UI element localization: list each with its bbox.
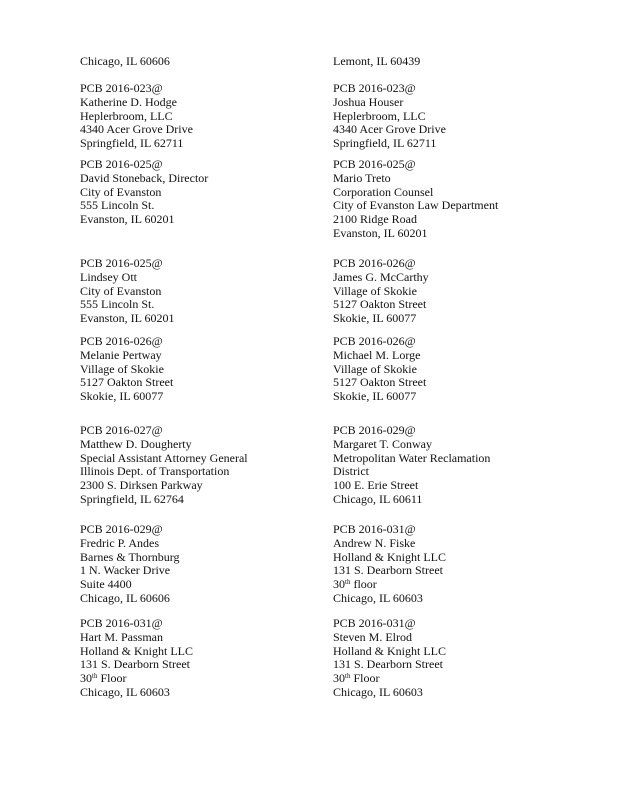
case-number: PCB 2016-031@ [80, 616, 163, 630]
address-line: Village of Skokie [333, 283, 417, 298]
address-block [80, 523, 350, 606]
address-line: 4340 Acer Grove Drive [80, 122, 193, 137]
address-line: District [333, 464, 369, 479]
address-block [333, 523, 603, 606]
address-block [80, 82, 350, 151]
address-line: Springfield, IL 62764 [80, 491, 184, 506]
address-block [333, 335, 603, 404]
address-block [80, 424, 350, 507]
contact-name: Katherine D. Hodge [80, 94, 177, 109]
contact-name: James G. McCarthy [333, 269, 429, 284]
address-block [80, 257, 350, 326]
address-block [333, 82, 603, 151]
address-block [80, 158, 350, 227]
case-number: PCB 2016-023@ [80, 81, 163, 95]
address-line: Corporation Counsel [333, 184, 434, 199]
address-line: 100 E. Erie Street [333, 478, 419, 493]
address-line: Illinois Dept. of Transportation [80, 464, 230, 479]
address-line: Lemont, IL 60439 [333, 54, 421, 68]
floor-number: 30 [333, 577, 345, 592]
address-line: Chicago, IL 60611 [333, 491, 423, 506]
contact-name: Lindsey Ott [80, 269, 137, 284]
address-line: Skokie, IL 60077 [333, 389, 417, 404]
address-block [333, 158, 603, 241]
address-line: Skokie, IL 60077 [80, 389, 164, 404]
floor-word: Floor [353, 671, 380, 686]
address-line: Springfield, IL 62711 [80, 136, 184, 151]
address-block [333, 55, 603, 69]
case-number: PCB 2016-025@ [80, 256, 163, 270]
address-line: City of Evanston [80, 283, 162, 298]
contact-name: Joshua Houser [333, 94, 404, 109]
address-block [80, 55, 350, 69]
floor-ordinal-suffix: th [92, 672, 98, 681]
case-number: PCB 2016-025@ [333, 157, 416, 171]
contact-name: Michael M. Lorge [333, 347, 421, 362]
contact-name: David Stoneback, Director [80, 170, 209, 185]
address-block [333, 257, 603, 326]
address-line: Chicago, IL 60606 [80, 54, 170, 68]
address-line: Evanston, IL 60201 [333, 225, 428, 240]
address-line: Barnes & Thornburg [80, 549, 180, 564]
case-number: PCB 2016-023@ [333, 81, 416, 95]
address-block [333, 617, 603, 700]
floor-line [333, 672, 603, 686]
case-number: PCB 2016-026@ [333, 334, 416, 348]
address-line: Metropolitan Water Reclamation [333, 450, 491, 465]
address-line: Chicago, IL 60603 [333, 590, 423, 605]
address-line: Heplerbroom, LLC [333, 108, 426, 123]
floor-line [333, 578, 603, 592]
address-block [80, 617, 350, 700]
address-line: 131 S. Dearborn Street [333, 563, 443, 578]
case-number: PCB 2016-026@ [80, 334, 163, 348]
address-line: 5127 Oakton Street [333, 297, 427, 312]
address-line: 555 Lincoln St. [80, 297, 155, 312]
contact-name: Steven M. Elrod [333, 629, 412, 644]
floor-line [80, 672, 350, 686]
floor-number: 30 [80, 671, 92, 686]
address-line: 2100 Ridge Road [333, 212, 417, 227]
contact-name: Mario Treto [333, 170, 391, 185]
address-line: Chicago, IL 60603 [333, 684, 423, 699]
address-line: Holland & Knight LLC [333, 549, 446, 564]
address-line: 1 N. Wacker Drive [80, 563, 171, 578]
address-line: City of Evanston Law Department [333, 198, 499, 213]
address-line: Springfield, IL 62711 [333, 136, 437, 151]
floor-number: 30 [333, 671, 345, 686]
address-line: Holland & Knight LLC [80, 643, 193, 658]
contact-name: Melanie Pertway [80, 347, 162, 362]
contact-name: Hart M. Passman [80, 629, 163, 644]
floor-ordinal-suffix: th [345, 672, 351, 681]
contact-name: Fredric P. Andes [80, 535, 159, 550]
floor-ordinal-suffix: th [345, 578, 351, 587]
address-line: City of Evanston [80, 184, 162, 199]
contact-name: Matthew D. Dougherty [80, 436, 192, 451]
case-number: PCB 2016-031@ [333, 616, 416, 630]
address-line: 5127 Oakton Street [80, 375, 174, 390]
address-line: Village of Skokie [333, 361, 417, 376]
floor-word: floor [353, 577, 377, 592]
case-number: PCB 2016-027@ [80, 423, 163, 437]
address-line: Chicago, IL 60606 [80, 590, 170, 605]
case-number: PCB 2016-029@ [80, 522, 163, 536]
case-number: PCB 2016-029@ [333, 423, 416, 437]
floor-word: Floor [100, 671, 127, 686]
address-line: Suite 4400 [80, 577, 132, 592]
address-block [80, 335, 350, 404]
address-block [333, 424, 603, 507]
contact-name: Andrew N. Fiske [333, 535, 416, 550]
address-line: 4340 Acer Grove Drive [333, 122, 446, 137]
address-line: Special Assistant Attorney General [80, 450, 248, 465]
address-line: 5127 Oakton Street [333, 375, 427, 390]
contact-name: Margaret T. Conway [333, 436, 432, 451]
address-line: Heplerbroom, LLC [80, 108, 173, 123]
address-line: Village of Skokie [80, 361, 164, 376]
address-line: 131 S. Dearborn Street [80, 657, 190, 672]
address-line: Evanston, IL 60201 [80, 311, 175, 326]
address-line: 2300 S. Dirksen Parkway [80, 478, 203, 493]
case-number: PCB 2016-031@ [333, 522, 416, 536]
address-line: Skokie, IL 60077 [333, 311, 417, 326]
case-number: PCB 2016-026@ [333, 256, 416, 270]
address-line: Holland & Knight LLC [333, 643, 446, 658]
address-line: 555 Lincoln St. [80, 198, 155, 213]
address-line: Evanston, IL 60201 [80, 212, 175, 227]
address-line: Chicago, IL 60603 [80, 684, 170, 699]
address-line: 131 S. Dearborn Street [333, 657, 443, 672]
case-number: PCB 2016-025@ [80, 157, 163, 171]
